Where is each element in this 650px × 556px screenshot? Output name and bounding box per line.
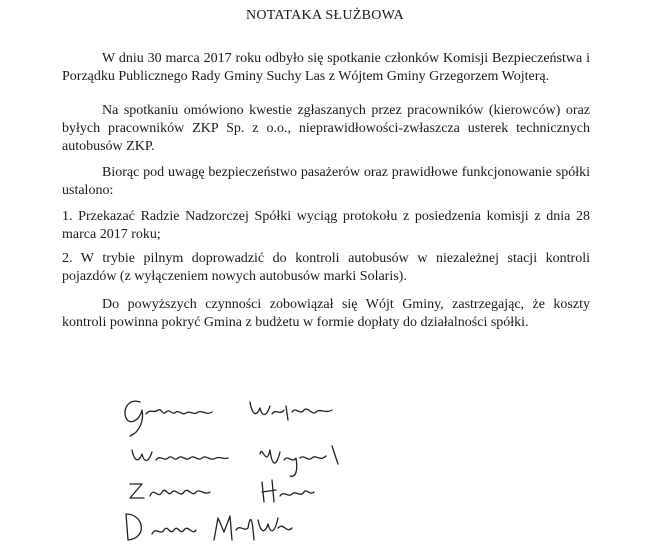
signature-damian-malewski	[126, 514, 292, 540]
paragraph-discussion: Na spotkaniu omówiono kwestie zgłaszanych przez pracowników (kierowców) oraz byłych pracowników ZKP Sp. z o.o., nieprawidłowości-zwłaszcza usterek technicznych autobusów ZKP.	[62, 103, 590, 154]
handwritten-signatures	[100, 380, 430, 556]
paragraph-point-1: 1. Przekazać Radzie Nadzorczej Spółki wyciąg protokołu z posiedzenia komisji z dnia 28 marca 2017 roku;	[62, 209, 590, 242]
signature-grzegorz-wojtera	[125, 401, 332, 436]
document-title: NOTATAKA SŁUŻBOWA	[245, 8, 405, 23]
paragraph-meeting-info: W dniu 30 marca 2017 roku odbyło się spotkanie członków Komisji Bezpieczeństwa i Porządku Publicznego Rady Gminy Suchy Las z Wójtem Gminy Grzegorzem Wojterą.	[62, 51, 590, 84]
paragraph-point-2: 2. W trybie pilnym doprowadzić do kontroli autobusów w niezależnej stacji kontroli pojazdów (z wyłączeniem nowych autobusów marki Solaris).	[62, 251, 590, 284]
signature-zbigniew-hacka	[130, 480, 314, 502]
paragraph-obligation: Do powyższych czynności zobowiązał się Wójt Gminy, zastrzegając, że koszty kontroli powinna pokryć Gmina z budżetu w formie dopłaty do działalności spółki.	[62, 297, 590, 330]
signature-wlodzimierz-majewski	[132, 446, 338, 476]
paragraph-decision-intro: Biorąc pod uwagę bezpieczeństwo pasażerów oraz prawidłowe funkcjonowanie spółki ustalono:	[62, 165, 590, 198]
